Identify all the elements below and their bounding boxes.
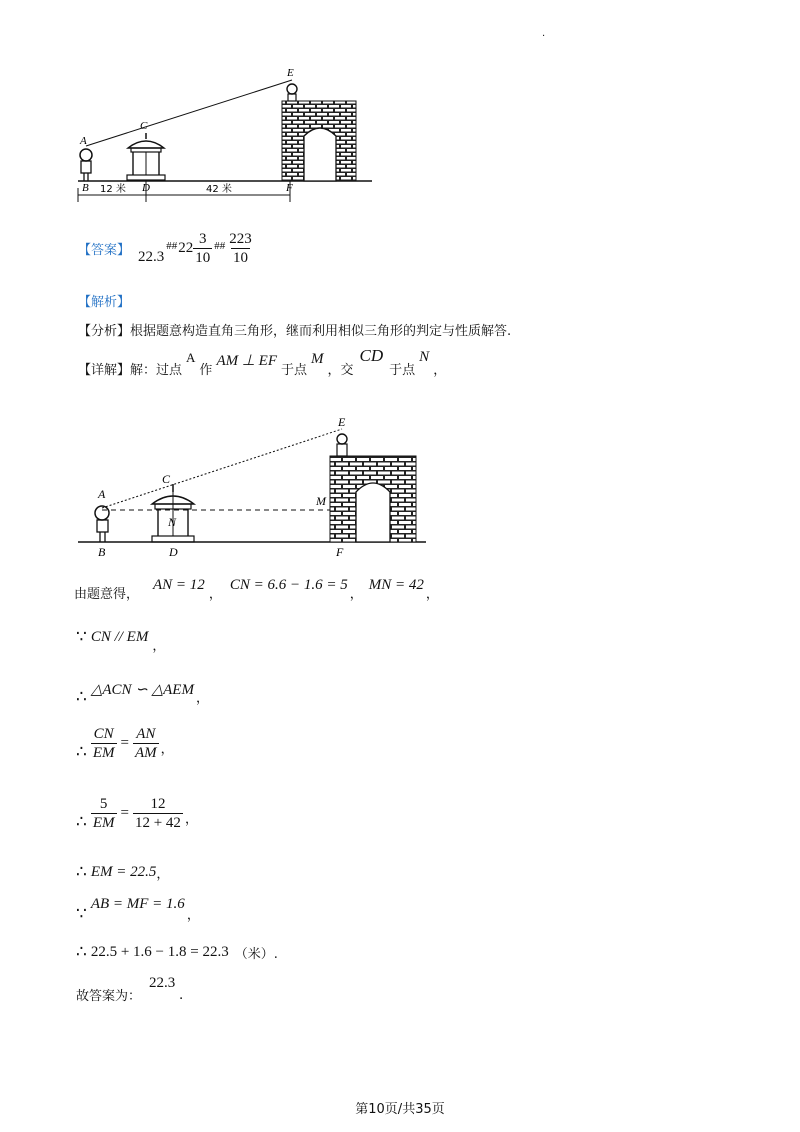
answer-fraction: $\frac{223}{10}$ — [229, 230, 252, 266]
brick-gate-icon — [282, 101, 356, 181]
pavilion-icon-2 — [152, 484, 194, 542]
point-n: N — [419, 349, 430, 365]
em-result: EM = 22.5 — [90, 863, 157, 880]
label-M-2: M — [316, 494, 326, 508]
answer-separator-2: ## — [214, 240, 226, 252]
similar-line: ∴ △ACN ∽ △AEM ， — [76, 681, 209, 707]
figure-1 — [70, 60, 380, 210]
ratio-right: $\frac{AN}{AM}$ — [134, 725, 157, 761]
parallel-expr: CN // EM — [90, 628, 149, 645]
label-A-2: A — [98, 487, 106, 501]
person-top-icon — [287, 84, 297, 101]
detail-tag: 【详解】 — [78, 363, 131, 378]
em-result-line: ∴ EM = 22.5 ， — [76, 862, 170, 882]
answer-tag: 【答案】 — [78, 242, 131, 258]
conclusion-line: 故答案为： 22.3 . — [76, 975, 184, 1004]
ab-mf-expr: AB = MF = 1.6 — [90, 895, 185, 912]
final-calc-line: ∴ 22.5 + 1.6 − 1.8 = 22.3 （米）. — [76, 942, 278, 962]
analysis-tag: 【解析】 — [78, 295, 131, 310]
answer-value-1: 22.3 — [138, 248, 165, 265]
answer-line — [78, 228, 254, 268]
answer-mixed-fraction: $\frac{3}{10}$ — [195, 230, 211, 266]
page-footer: 第10页/共35页 — [355, 1102, 445, 1117]
figure-2 — [76, 412, 436, 562]
answer-mixed-whole: 22 — [178, 239, 194, 256]
person-left-icon-2 — [95, 506, 109, 542]
sight-line — [86, 80, 292, 146]
label-C-2: C — [162, 472, 171, 486]
label-B-2: B — [98, 545, 106, 559]
substitute-line: ∴ $\frac{5}{EM}$ = $\frac{12}{12 + 42}$ ， — [76, 795, 198, 832]
dim-right-label: 42 米 — [206, 184, 232, 195]
corner-mark: . — [542, 28, 546, 39]
label-E-2: E — [338, 415, 346, 429]
sight-line-2 — [102, 429, 342, 508]
label-E: E — [287, 67, 294, 79]
label-B: B — [82, 182, 89, 194]
given-an: AN = 12 — [153, 577, 205, 593]
point-m: M — [311, 351, 324, 367]
answer-separator-1: ## — [166, 240, 178, 252]
given-line: 由题意得， AN = 12 ， CN = 6.6 − 1.6 = 5 ， MN = 42 ， — [74, 577, 439, 602]
substitute-right: $\frac{12}{12 + 42}$ — [134, 795, 181, 831]
ab-mf-line: ∵ AB = MF = 1.6 ， — [76, 895, 200, 924]
given-mn: MN = 42 — [368, 577, 424, 593]
label-D: D — [142, 182, 150, 194]
label-C: C — [140, 120, 148, 132]
label-N-2: N — [168, 515, 177, 529]
label-D-2: D — [169, 545, 178, 559]
final-calc: 22.5 + 1.6 − 1.8 = 22.3 — [90, 943, 229, 960]
given-cn: CN = 6.6 − 1.6 = 5 — [229, 577, 348, 593]
substitute-left: $\frac{5}{EM}$ — [92, 795, 115, 831]
perpendicular-expr: AM ⊥ EF — [216, 353, 277, 369]
analysis-line — [78, 320, 511, 339]
parallel-line: ∵ CN // EM ， — [76, 627, 166, 654]
ratio-line: ∴ $\frac{CN}{EM}$ = $\frac{AN}{AM}$ ， — [76, 725, 174, 762]
ratio-left: $\frac{CN}{EM}$ — [92, 725, 115, 761]
label-F: F — [286, 182, 293, 194]
person-top-icon-2 — [337, 434, 347, 456]
conclusion-value: 22.3 — [149, 975, 176, 991]
fenxi-text: 根据题意构造直角三角形，继而利用相似三角形的判定与性质解答. — [130, 324, 512, 339]
dim-left-label: 12 米 — [100, 184, 126, 195]
label-A: A — [80, 135, 87, 147]
similar-expr: △ACN ∽ △AEM — [90, 681, 194, 698]
label-F-2: F — [336, 545, 344, 559]
fenxi-tag: 【分析】 — [78, 324, 131, 339]
segment-cd: CD — [359, 346, 384, 365]
brick-gate-icon-2 — [330, 456, 416, 542]
detail-line: 【详解】 解：过点 A 作 AM ⊥ EF 于点 M ，交 CD 于点 N ， — [78, 346, 447, 378]
person-left-icon — [80, 149, 92, 181]
point-a: A — [186, 350, 196, 365]
pavilion-icon — [127, 133, 165, 180]
